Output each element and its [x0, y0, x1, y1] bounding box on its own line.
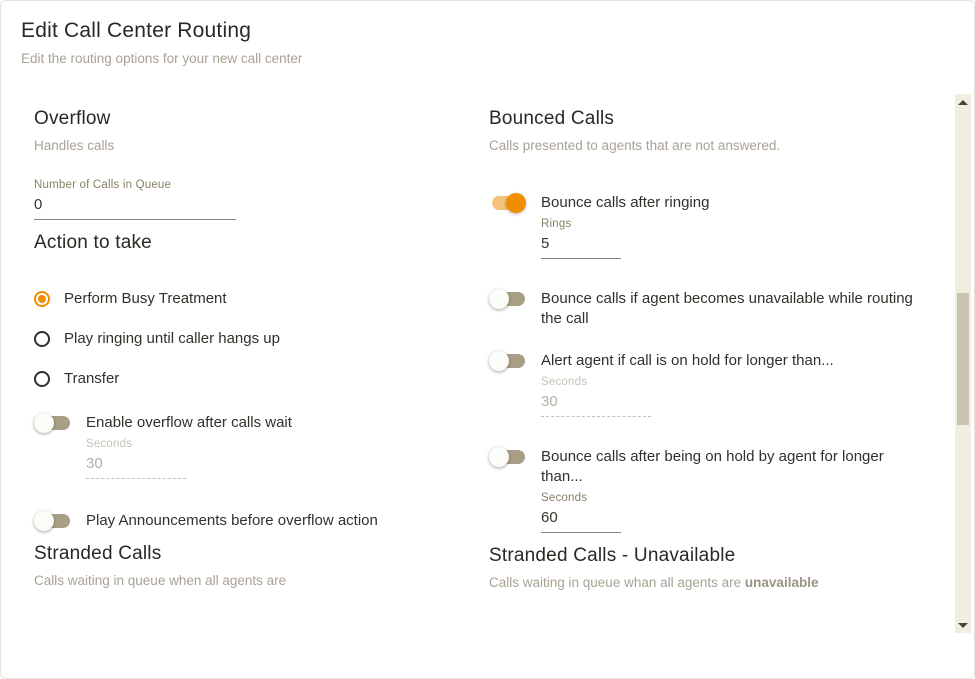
- toggle-row-bounce-after-ringing: [489, 193, 934, 213]
- radio-busy-treatment-label: Perform Busy Treatment: [64, 290, 227, 307]
- toggle-thumb: [489, 447, 509, 467]
- radio-busy-treatment[interactable]: [34, 291, 50, 307]
- radio-transfer-label: Transfer: [64, 370, 120, 387]
- stranded-unavailable-subtitle: [489, 575, 934, 590]
- queue-size-field: [34, 179, 236, 220]
- scroll-up-button[interactable]: [955, 94, 971, 110]
- toggle-bounce-on-hold[interactable]: [489, 447, 526, 467]
- scroll-up-icon: [958, 100, 968, 105]
- stranded-calls-title: Stranded Calls: [34, 543, 162, 564]
- overflow-subtitle: Handles calls: [34, 138, 115, 153]
- toggle-bounce-after-ringing-label: Bounce calls after ringing: [541, 194, 710, 211]
- radio-transfer[interactable]: [34, 371, 50, 387]
- overflow-wait-seconds-field: [86, 438, 186, 479]
- rings-input[interactable]: [541, 233, 621, 259]
- overflow-wait-seconds-label: Seconds: [86, 438, 133, 450]
- toggle-thumb: [34, 511, 54, 531]
- toggle-bounce-unavailable[interactable]: [489, 289, 526, 309]
- toggle-play-announcements-label: Play Announcements before overflow action: [86, 512, 378, 529]
- toggle-row-alert-agent: [489, 351, 934, 371]
- hold-seconds-input[interactable]: [541, 507, 621, 533]
- scroll-down-button[interactable]: [955, 617, 971, 633]
- overflow-wait-seconds-input: [86, 453, 186, 479]
- toggle-bounce-on-hold-label: Bounce calls after being on hold by agent for longer than...: [541, 448, 884, 485]
- toggle-alert-agent[interactable]: [489, 351, 526, 371]
- toggle-thumb: [34, 413, 54, 433]
- rings-field: [541, 218, 621, 259]
- stranded-unavailable-title: Stranded Calls - Unavailable: [489, 545, 736, 566]
- overflow-section: [34, 96, 464, 588]
- toggle-enable-overflow-label: Enable overflow after calls wait: [86, 414, 292, 431]
- scrollbar-thumb[interactable]: [957, 293, 969, 425]
- toggle-thumb: [506, 193, 526, 213]
- rings-label: Rings: [541, 218, 572, 230]
- toggle-row-enable-overflow: [34, 413, 464, 433]
- page-subtitle: Edit the routing options for your new call center: [21, 51, 303, 66]
- stranded-calls-subtitle: Calls waiting in queue when all agents are: [34, 573, 287, 588]
- page-title: Edit Call Center Routing: [21, 19, 252, 42]
- alert-seconds-label: Seconds: [541, 376, 588, 388]
- action-to-take-title: Action to take: [34, 232, 152, 253]
- stranded-unavailable-subtitle-bold: unavailable: [744, 575, 819, 590]
- hold-seconds-label: Seconds: [541, 492, 588, 504]
- toggle-bounce-unavailable-label: Bounce calls if agent becomes unavailable while routing the call: [541, 290, 913, 327]
- toggle-thumb: [489, 351, 509, 371]
- toggle-enable-overflow[interactable]: [34, 413, 71, 433]
- bounced-calls-section: [489, 96, 934, 590]
- toggle-row-bounce-on-hold: [489, 447, 934, 487]
- radio-row-transfer[interactable]: [34, 370, 464, 387]
- toggle-thumb: [489, 289, 509, 309]
- hold-seconds-field: [541, 492, 621, 533]
- radio-play-ringing[interactable]: [34, 331, 50, 347]
- alert-seconds-field: [541, 376, 651, 417]
- queue-size-label: Number of Calls in Queue: [34, 179, 172, 191]
- alert-seconds-input: [541, 391, 651, 417]
- toggle-bounce-after-ringing[interactable]: [489, 193, 526, 213]
- toggle-alert-agent-label: Alert agent if call is on hold for longer than...: [541, 352, 834, 369]
- bounced-calls-title: Bounced Calls: [489, 108, 615, 129]
- toggle-row-play-announcements: [34, 511, 464, 531]
- queue-size-input[interactable]: [34, 194, 236, 220]
- dialog-header: [1, 1, 974, 66]
- stranded-unavailable-subtitle-text: Calls waiting in queue whan all agents are: [489, 575, 745, 590]
- radio-row-busy-treatment[interactable]: [34, 290, 464, 307]
- radio-play-ringing-label: Play ringing until caller hangs up: [64, 330, 280, 347]
- toggle-play-announcements[interactable]: [34, 511, 71, 531]
- radio-row-play-ringing[interactable]: [34, 330, 464, 347]
- vertical-scrollbar[interactable]: [955, 94, 971, 633]
- overflow-title: Overflow: [34, 108, 111, 129]
- toggle-row-bounce-unavailable: [489, 289, 934, 329]
- scroll-down-icon: [958, 623, 968, 628]
- bounced-calls-subtitle: Calls presented to agents that are not answered.: [489, 138, 781, 153]
